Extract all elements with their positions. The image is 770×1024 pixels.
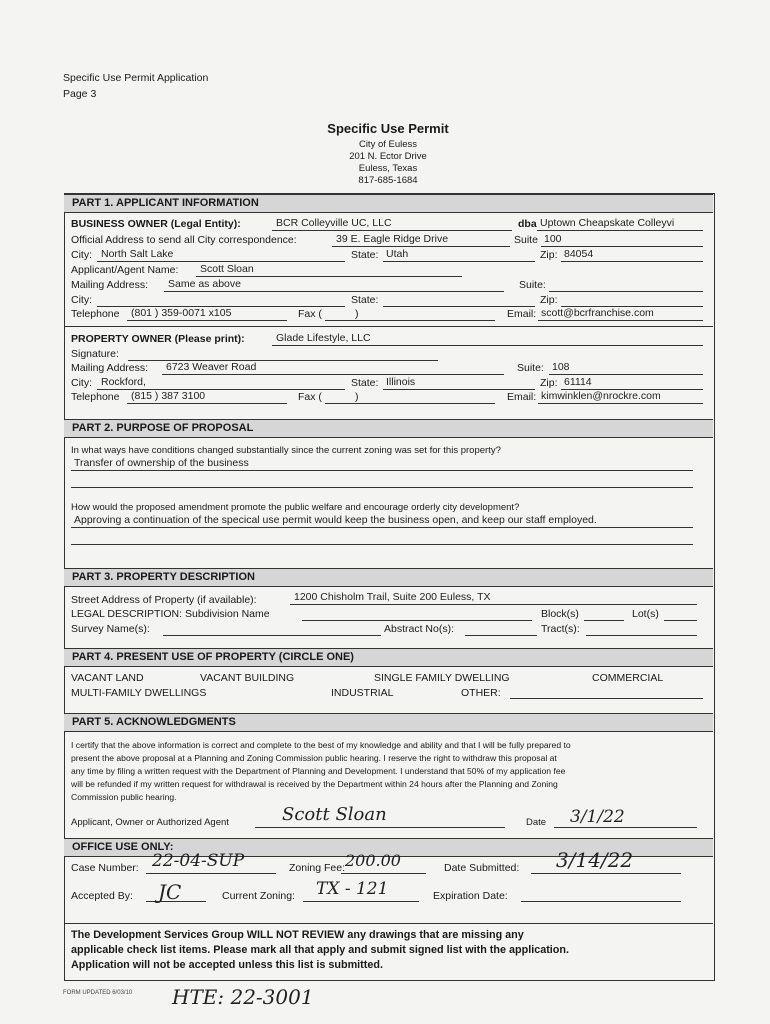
answer-public-welfare[interactable]: Approving a continuation of the specical use permit would keep the business open, and keep our staff employed. bbox=[74, 514, 597, 526]
use-single-family[interactable]: SINGLE FAMILY DWELLING bbox=[374, 672, 510, 684]
current-zoning-label: Current Zoning: bbox=[222, 890, 295, 902]
prop-telephone-field[interactable]: (815 ) 387 3100 bbox=[131, 390, 206, 402]
prop-suite-label: Suite: bbox=[517, 362, 544, 374]
page-title: Specific Use Permit bbox=[327, 121, 449, 136]
use-commercial[interactable]: COMMERCIAL bbox=[592, 672, 664, 684]
survey-name-label: Survey Name(s): bbox=[71, 623, 150, 635]
current-zoning-field[interactable]: TX - 121 bbox=[316, 879, 389, 899]
prop-city-label: City: bbox=[71, 377, 92, 389]
zip-label: Zip: bbox=[540, 249, 558, 261]
prop-mailing-field[interactable]: 6723 Weaver Road bbox=[166, 361, 257, 373]
section-part3-header: PART 3. PROPERTY DESCRIPTION bbox=[64, 568, 713, 587]
date-submitted-field[interactable]: 3/14/22 bbox=[556, 848, 634, 872]
fax-label: Fax ( bbox=[298, 308, 322, 320]
email-label: Email: bbox=[507, 308, 537, 320]
accepted-by-field[interactable]: JC bbox=[158, 880, 182, 904]
prop-email-field[interactable]: kimwinklen@nrockre.com bbox=[541, 390, 661, 402]
email-field[interactable]: scott@bcrfranchise.com bbox=[541, 307, 654, 319]
business-owner-field[interactable]: BCR Colleyville UC, LLC bbox=[276, 217, 392, 229]
prop-state-label: State: bbox=[351, 377, 379, 389]
section-part5-header: PART 5. ACKNOWLEDGMENTS bbox=[64, 713, 713, 732]
street-address-label: Street Address of Property (if available): bbox=[71, 594, 257, 606]
dba-label: dba bbox=[518, 218, 537, 230]
title-citystate: Euless, Texas bbox=[358, 163, 418, 174]
official-address-label: Official Address to send all City correspondence: bbox=[71, 234, 297, 246]
zip-field[interactable]: 84054 bbox=[564, 248, 594, 260]
zoning-fee-field[interactable]: 200.00 bbox=[345, 851, 401, 870]
prop-zip-field[interactable]: 61114 bbox=[564, 376, 592, 388]
prop-email-label: Email: bbox=[507, 391, 537, 403]
case-number-field[interactable]: 22-04-SUP bbox=[152, 851, 245, 871]
agent-name-field[interactable]: Scott Sloan bbox=[200, 263, 254, 275]
section-part2-header: PART 2. PURPOSE OF PROPOSAL bbox=[64, 419, 713, 438]
question-conditions: In what ways have conditions changed substantially since the current zoning was set for this property? bbox=[71, 445, 501, 456]
title-street: 201 N. Ector Drive bbox=[349, 151, 427, 162]
applicant-signature[interactable]: Scott Sloan bbox=[282, 804, 387, 825]
city-label: City: bbox=[71, 249, 92, 261]
prop-zip-label: Zip: bbox=[540, 377, 558, 389]
use-industrial[interactable]: INDUSTRIAL bbox=[331, 687, 394, 699]
review-notice: The Development Services Group WILL NOT REVIEW any drawings that are missing any applicable check list items. Please mark all that apply and submit signed list with the application. Application will not be accepted unless this list is submitted. bbox=[71, 929, 569, 971]
prop-mailing-label: Mailing Address: bbox=[71, 362, 149, 374]
use-vacant-land[interactable]: VACANT LAND bbox=[71, 672, 144, 684]
suite2-label: Suite: bbox=[519, 279, 546, 291]
section-part1-header: PART 1. APPLICANT INFORMATION bbox=[64, 194, 713, 213]
accepted-by-label: Accepted By: bbox=[71, 890, 133, 902]
doc-header-line1: Specific Use Permit Application bbox=[63, 72, 209, 84]
telephone-label: Telephone bbox=[71, 308, 120, 320]
suite-label: Suite bbox=[514, 234, 538, 246]
prop-telephone-label: Telephone bbox=[71, 391, 120, 403]
zip2-label: Zip: bbox=[540, 294, 558, 306]
prop-state-field[interactable]: Illinois bbox=[386, 376, 416, 388]
mailing-address-label: Mailing Address: bbox=[71, 279, 149, 291]
date-label: Date bbox=[526, 817, 547, 828]
form-updated-note: FORM UPDATED 6/03/10 bbox=[63, 990, 133, 996]
street-address-field[interactable]: 1200 Chisholm Trail, Suite 200 Euless, TX bbox=[294, 591, 491, 603]
prop-fax-label: Fax ( bbox=[298, 391, 322, 403]
prop-fax-close: ) bbox=[355, 391, 359, 403]
city2-label: City: bbox=[71, 294, 92, 306]
doc-header-line2: Page 3 bbox=[63, 88, 97, 100]
official-address-field[interactable]: 39 E. Eagle Ridge Drive bbox=[336, 233, 449, 245]
signer-label: Applicant, Owner or Authorized Agent bbox=[71, 817, 229, 828]
section-office-header: OFFICE USE ONLY: bbox=[64, 838, 713, 857]
mailing-address-field[interactable]: Same as above bbox=[168, 278, 241, 290]
prop-suite-field[interactable]: 108 bbox=[552, 361, 570, 373]
use-multi-family[interactable]: MULTI-FAMILY DWELLINGS bbox=[71, 687, 207, 699]
expiration-date-label: Expiration Date: bbox=[433, 890, 508, 902]
answer-conditions[interactable]: Transfer of ownership of the business bbox=[74, 457, 249, 469]
fax-close: ) bbox=[355, 308, 359, 320]
use-vacant-building[interactable]: VACANT BUILDING bbox=[200, 672, 295, 684]
suite-field[interactable]: 100 bbox=[544, 233, 562, 245]
dba-field[interactable]: Uptown Cheapskate Colleyvi bbox=[540, 217, 675, 229]
telephone-field[interactable]: (801 ) 359-0071 x105 bbox=[131, 307, 232, 319]
agent-name-label: Applicant/Agent Name: bbox=[71, 264, 179, 276]
abstract-label: Abstract No(s): bbox=[384, 623, 455, 635]
question-public-welfare: How would the proposed amendment promote the public welfare and encourage orderly city development? bbox=[71, 502, 520, 513]
acknowledgment-text: I certify that the above information is correct and complete to the best of my knowledge and ability and that I will be fully prepared to present the above proposal at a Planning and Zoning Commission public hearing. I reserve the right to withdraw this proposal at any time by filing a written request with the Department of Planning and Development. I understand that 50% of my application fee will be refunded if my written request for withdrawal is received by the Department within 24 hours after the Planning and Zoning Commission public hearing. bbox=[71, 740, 571, 802]
block-label: Block(s) bbox=[541, 608, 579, 620]
zoning-fee-label: Zoning Fee: bbox=[289, 862, 346, 874]
prop-city-field[interactable]: Rockford, bbox=[101, 376, 146, 388]
state-field[interactable]: Utah bbox=[386, 248, 409, 260]
case-number-label: Case Number: bbox=[71, 862, 139, 874]
date-submitted-label: Date Submitted: bbox=[444, 862, 520, 874]
use-other-label[interactable]: OTHER: bbox=[461, 687, 501, 699]
hte-number: HTE: 22-3001 bbox=[172, 985, 314, 1009]
state2-label: State: bbox=[351, 294, 379, 306]
property-owner-field[interactable]: Glade Lifestyle, LLC bbox=[276, 332, 371, 344]
title-phone: 817-685-1684 bbox=[358, 175, 418, 186]
section-part4-header: PART 4. PRESENT USE OF PROPERTY (CIRCLE ONE) bbox=[64, 648, 713, 667]
state-label: State: bbox=[351, 249, 379, 261]
lot-label: Lot(s) bbox=[632, 608, 659, 620]
signature-date[interactable]: 3/1/22 bbox=[570, 807, 625, 827]
city-field[interactable]: North Salt Lake bbox=[101, 248, 174, 260]
legal-description-label: LEGAL DESCRIPTION: Subdivision Name bbox=[71, 608, 270, 620]
business-owner-label: BUSINESS OWNER (Legal Entity): bbox=[71, 218, 241, 230]
title-city: City of Euless bbox=[358, 139, 418, 150]
signature-label: Signature: bbox=[71, 348, 119, 360]
tract-label: Tract(s): bbox=[541, 623, 580, 635]
property-owner-label: PROPERTY OWNER (Please print): bbox=[71, 333, 245, 345]
